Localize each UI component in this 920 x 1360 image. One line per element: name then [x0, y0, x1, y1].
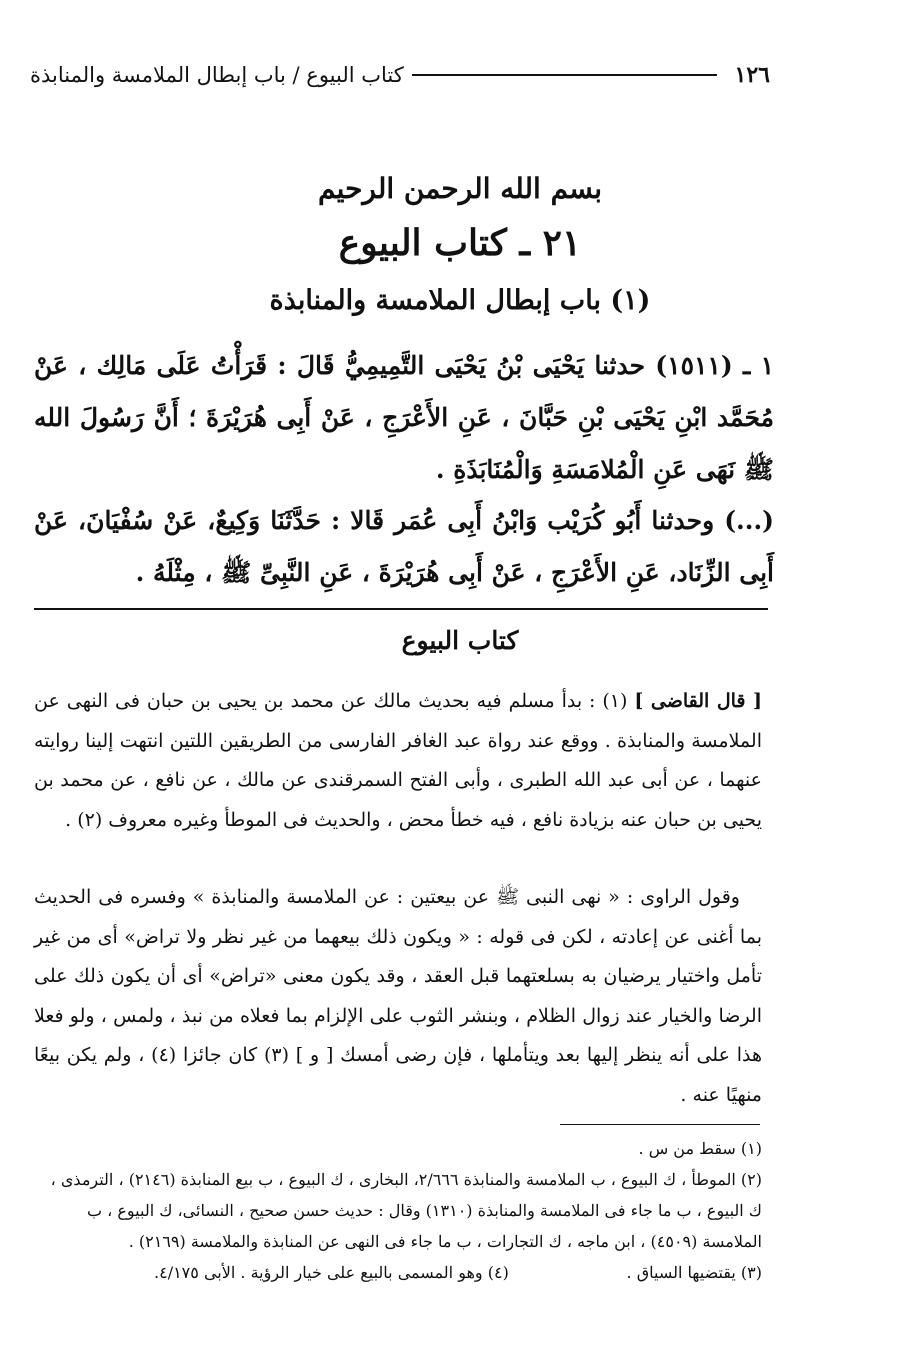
running-header-title: كتاب البيوع / باب إبطال الملامسة والمنابذة	[30, 63, 404, 87]
footnote: (٤) وهو المسمى بالبيع على خيار الرؤية . الأبى ٤/١٧٥.	[154, 1263, 509, 1282]
footnote: (٣) يقتضيها السياق .	[626, 1263, 762, 1282]
header-rule	[412, 74, 717, 76]
running-header	[30, 62, 770, 88]
hadith-text: ١ ـ (١٥١١) حدثنا يَحْيَى بْنُ يَحْيَى التَّمِيمِيُّ قَالَ : قَرَأْتُ عَلَى مَالِك ، عَنْ مُحَمَّد ابْنِ يَحْيَى بْنِ حَبَّانَ ، عَنِ الأَعْرَجِ ، عَنْ أَبِى هُرَيْرَةَ ؛ أَنَّ رَسُولَ الله ﷺ نَهَى عَنِ الْمُلامَسَةِ وَالْمُنَابَذَةِ .	[34, 351, 775, 484]
footnote: (١) سقط من س .	[638, 1139, 762, 1158]
hadith-text: (...) وحدثنا أَبُو كُرَيْب وَابْنُ أَبِى عُمَر قَالا : حَدَّثَنَا وَكِيعٌ، عَنْ سُفْيَانَ، عَنْ أَبِى الزِّنَاد، عَنِ الأَعْرَجِ ، عَنْ أَبِى هُرَيْرَةَ ، عَنِ النَّبِىِّ ﷺ ، مِثْلَهُ .	[34, 506, 774, 587]
footnote: (٢) الموطأ ، ك البيوع ، ب الملامسة والمنابذة ٢/٦٦٦، البخارى ، ك البيوع ، ب بيع المنابذة (٢١٤٦) ، الترمذى ، ك البيوع ، ب ما جاء فى الملامسة والمنابذة (١٣١٠) وقال : حديث حسن صحيح ، النسائى، ك البيوع ، ب الملامسة (٤٥٠٩) ، ابن ماجه ، ك التجارات ، ب ما جاء فى النهى عن المنابذة والملامسة (٢١٦٩) .	[50, 1170, 762, 1251]
commentary-paragraph	[34, 682, 762, 840]
footnote-divider	[560, 1124, 760, 1125]
commentary-paragraph: وقول الراوى : « نهى النبى ﷺ عن بيعتين : عن الملامسة والمنابذة » وفسره فى الحديث بما أغنى عن إعادته ، لكن فى قوله : « ويكون ذلك بيعهما من غير نظر ولا تراض» أى من غير تأمل واختيار يرضيان به بسلعتهما قبل العقد ، وقد يكون معنى «تراض» أى أن يكون ذلك على الرضا والخيار عند زوال الظلام ، وبنشر الثوب على الإلزام بما فعلاه من نبذ ، ولمس ، ولو فعلا هذا على أنه ينظر إليها بعد ويتأملها ، فإن رضى أمسك [ و ] (٣) كان جائزا (٤) ، ولم يكن بيعًا منهيًا عنه .	[34, 886, 762, 1106]
footnote-row	[34, 1257, 762, 1288]
commentary-text: (١) : بدأ مسلم فيه بحديث مالك عن محمد بن يحيى بن حبان فى النهى عن الملامسة والمنابذة . ووقع عند رواة عبد الغافر الفارسى من الطريقين اللتين انتهت إلينا روايته عنهما ، عن أبى عبد الله الطبرى ، وأبى الفتح السمرقندى عن مالك ، عن نافع ، عن محمد بن يحيى بن حبان عنه بزيادة نافع ، فيه خطأ محض ، والحديث فى الموطأ وغيره معروف (٢) .	[34, 690, 762, 831]
footnotes	[34, 1133, 762, 1288]
commentary-label: [ قال القاضى ]	[634, 690, 762, 712]
book-title: ٢١ ـ كتاب البيوع	[338, 222, 582, 264]
chapter-title: (١) باب إبطال الملامسة والمنابذة	[269, 285, 651, 316]
section-divider	[34, 608, 768, 610]
page-number: ١٢٦	[734, 62, 770, 88]
commentary-heading: كتاب البيوع	[401, 626, 519, 655]
basmala: بسم الله الرحمن الرحيم	[318, 172, 602, 205]
